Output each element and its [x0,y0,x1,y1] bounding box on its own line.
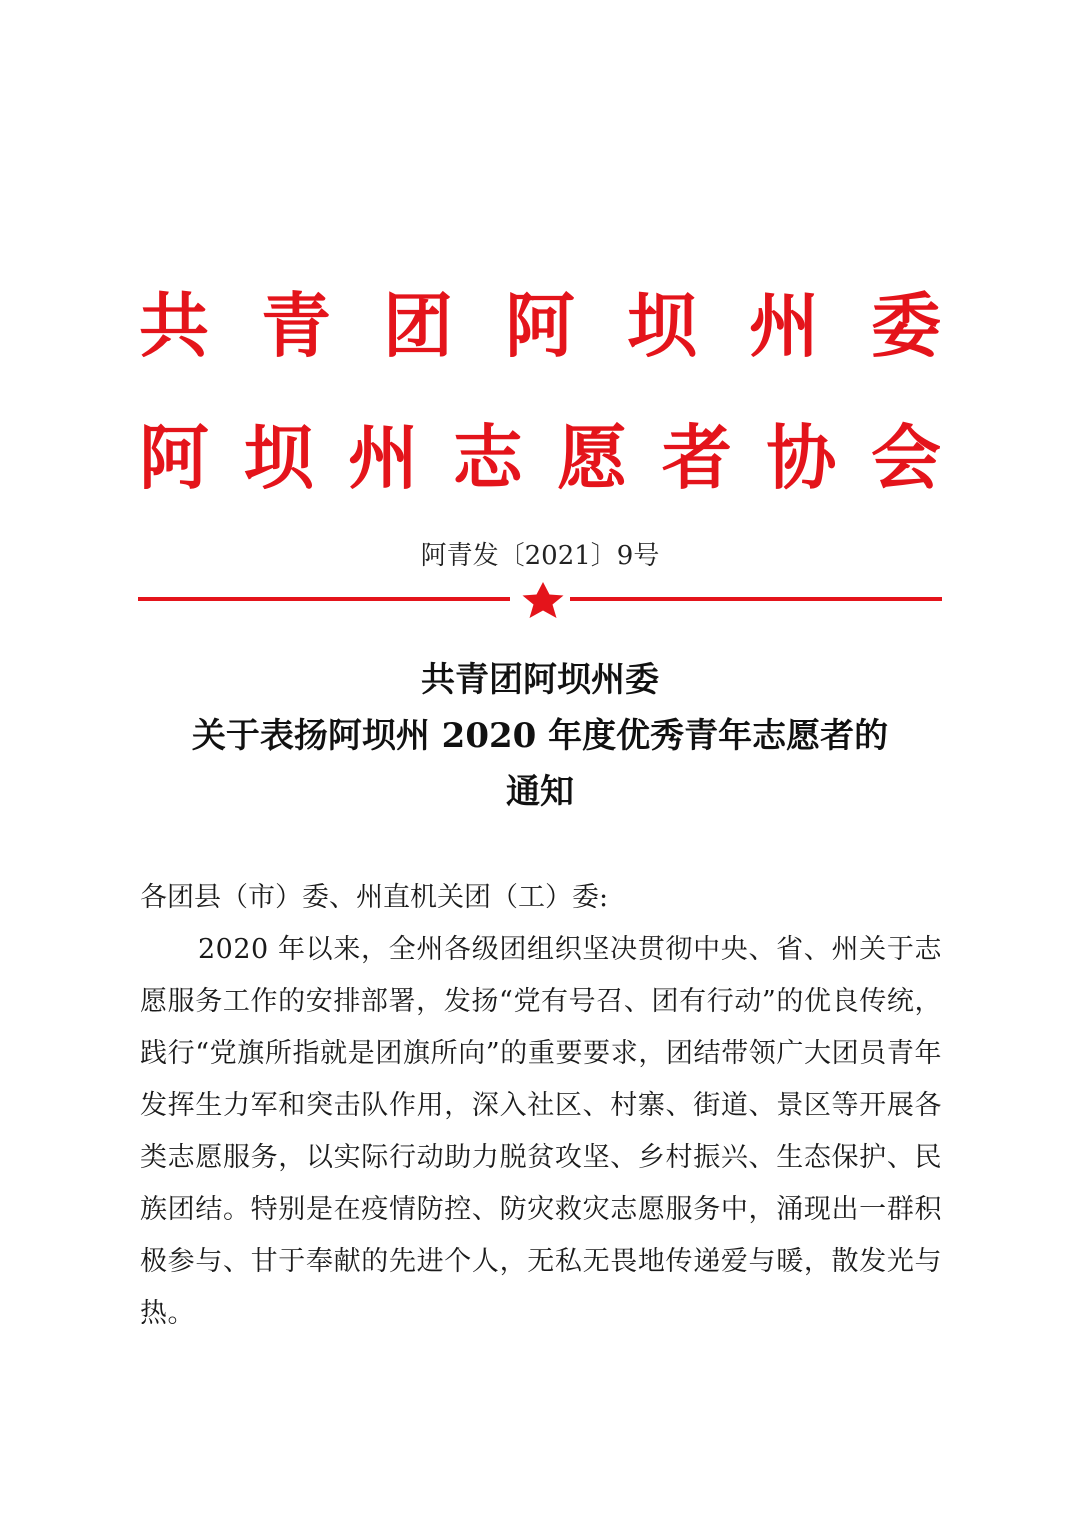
issuer-char: 州 [348,417,419,499]
addressee: 各团县（市）委、州直机关团（工）委: [140,882,609,913]
issuer-char: 团 [383,285,453,367]
divider-line-right [570,597,942,601]
red-divider-with-star [138,580,942,620]
issuer-char: 者 [661,417,732,499]
title-line-1: 共青团阿坝州委 [421,660,659,700]
issuer-char: 愿 [557,417,628,499]
issuer-char: 青 [261,285,331,367]
issuer-char: 委 [871,285,941,367]
document-number: 阿青发〔2021〕9号 [420,541,660,571]
title-line-3: 通知 [506,772,574,812]
issuer-char: 共 [139,285,209,367]
issuer-char: 阿 [505,285,575,367]
document-body [140,872,942,1340]
issuer-char: 坝 [627,285,697,367]
issuer-char: 州 [749,285,819,367]
issuer-char: 协 [766,417,837,499]
title-line-2: 关于表扬阿坝州 2020 年度优秀青年志愿者的 [191,716,889,756]
divider-line-left [138,597,510,601]
issuer-char: 坝 [243,417,314,499]
document-title [138,652,942,820]
issuer-name-line-2 [138,418,942,498]
issuer-char: 志 [452,417,523,499]
issuer-char: 阿 [139,417,209,499]
star-icon [523,582,564,618]
body-paragraph: 2020 年以来，全州各级团组织坚决贯彻中央、省、州关于志愿服务工作的安排部署，发扬“党有号召、团有行动”的优良传统，践行“党旗所指就是团旗所向”的重要要求，团结带领广大团员青年发挥生力军和突击队作用，深入社区、村寨、街道、景区等开展各类志愿服务，以实际行动助力脱贫攻坚、乡村振兴、生态保护、民族团结。特别是在疫情防控、防灾救灾志愿服务中，涌现出一群积极参与、甘于奉献的先进个人，无私无畏地传递爱与暖，散发光与热。 [140,934,942,1329]
issuer-name-line-1 [138,286,942,366]
issuer-char: 会 [870,417,941,499]
